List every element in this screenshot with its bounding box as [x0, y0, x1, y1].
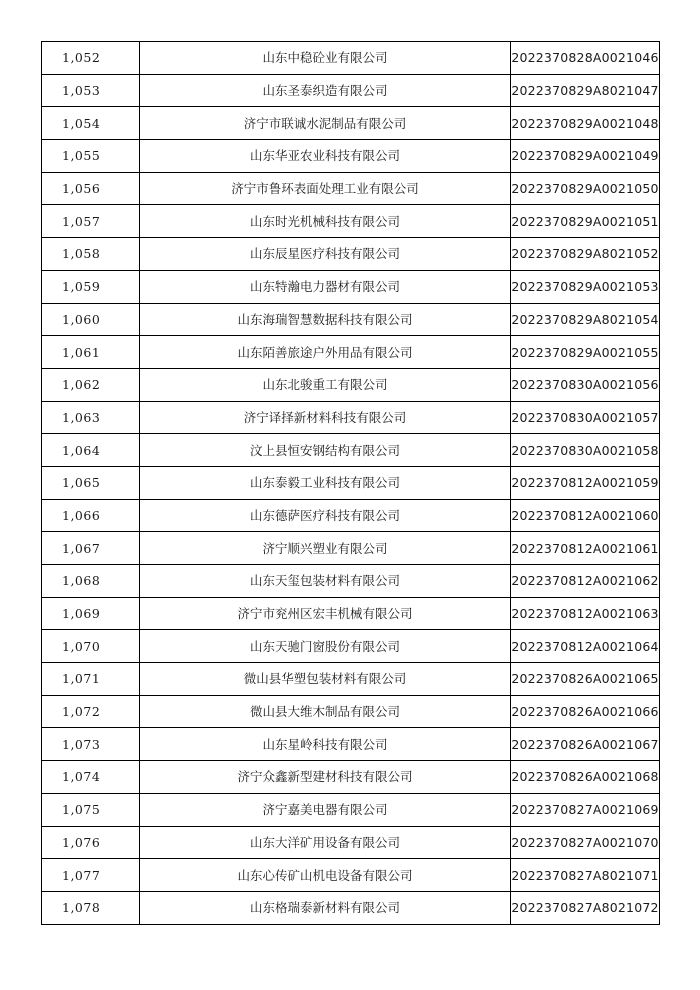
company-name-cell: 济宁市鲁环表面处理工业有限公司: [140, 172, 511, 205]
row-number-cell: 1,052: [42, 42, 140, 75]
registration-code-cell: 2022370828A0021046: [511, 42, 660, 75]
registration-code-cell: 2022370830A0021056: [511, 368, 660, 401]
company-name-cell: 山东华亚农业科技有限公司: [140, 140, 511, 173]
row-number-cell: 1,059: [42, 270, 140, 303]
company-name-cell: 山东心传矿山机电设备有限公司: [140, 859, 511, 892]
row-number-cell: 1,069: [42, 597, 140, 630]
company-name-cell: 山东特瀚电力器材有限公司: [140, 270, 511, 303]
row-number-cell: 1,056: [42, 172, 140, 205]
registration-code-cell: 2022370830A0021057: [511, 401, 660, 434]
row-number-cell: 1,054: [42, 107, 140, 140]
registration-code-cell: 2022370829A8021054: [511, 303, 660, 336]
table-row: [42, 368, 660, 401]
company-name-cell: 济宁顺兴塑业有限公司: [140, 532, 511, 565]
registration-code-cell: 2022370830A0021058: [511, 434, 660, 467]
row-number-cell: 1,066: [42, 499, 140, 532]
row-number-cell: 1,067: [42, 532, 140, 565]
registration-code-cell: 2022370829A8021052: [511, 238, 660, 271]
company-name-cell: 山东陌善旅途户外用品有限公司: [140, 336, 511, 369]
table-row: [42, 107, 660, 140]
registration-code-cell: 2022370829A0021048: [511, 107, 660, 140]
registration-code-cell: 2022370829A0021055: [511, 336, 660, 369]
registration-code-cell: 2022370827A0021070: [511, 826, 660, 859]
company-name-cell: 山东德萨医疗科技有限公司: [140, 499, 511, 532]
row-number-cell: 1,055: [42, 140, 140, 173]
row-number-cell: 1,065: [42, 466, 140, 499]
company-name-cell: 济宁市联诚水泥制品有限公司: [140, 107, 511, 140]
row-number-cell: 1,057: [42, 205, 140, 238]
row-number-cell: 1,074: [42, 761, 140, 794]
company-name-cell: 山东北骏重工有限公司: [140, 368, 511, 401]
row-number-cell: 1,058: [42, 238, 140, 271]
table-row: [42, 238, 660, 271]
row-number-cell: 1,064: [42, 434, 140, 467]
registration-code-cell: 2022370827A8021072: [511, 891, 660, 924]
registration-code-cell: 2022370812A0021063: [511, 597, 660, 630]
table-row: [42, 793, 660, 826]
registration-code-cell: 2022370826A0021066: [511, 695, 660, 728]
row-number-cell: 1,075: [42, 793, 140, 826]
registration-code-cell: 2022370829A0021051: [511, 205, 660, 238]
registration-code-cell: 2022370812A0021059: [511, 466, 660, 499]
table-row: [42, 728, 660, 761]
table-row: [42, 434, 660, 467]
registration-code-cell: 2022370812A0021061: [511, 532, 660, 565]
table-row: [42, 761, 660, 794]
table-row: [42, 630, 660, 663]
table-row: [42, 597, 660, 630]
row-number-cell: 1,070: [42, 630, 140, 663]
row-number-cell: 1,060: [42, 303, 140, 336]
table-row: [42, 532, 660, 565]
registration-code-cell: 2022370827A0021069: [511, 793, 660, 826]
company-name-cell: 山东大洋矿用设备有限公司: [140, 826, 511, 859]
registration-code-cell: 2022370812A0021064: [511, 630, 660, 663]
company-name-cell: 山东圣泰织造有限公司: [140, 74, 511, 107]
table-body: [42, 42, 660, 925]
row-number-cell: 1,071: [42, 663, 140, 696]
company-name-cell: 济宁市兖州区宏丰机械有限公司: [140, 597, 511, 630]
company-name-cell: 山东泰毅工业科技有限公司: [140, 466, 511, 499]
registration-code-cell: 2022370826A0021067: [511, 728, 660, 761]
company-name-cell: 山东星岭科技有限公司: [140, 728, 511, 761]
company-name-cell: 山东天驰门窗股份有限公司: [140, 630, 511, 663]
table-row: [42, 140, 660, 173]
company-name-cell: 山东格瑞泰新材料有限公司: [140, 891, 511, 924]
table-row: [42, 74, 660, 107]
registration-code-cell: 2022370829A0021049: [511, 140, 660, 173]
company-registry-table: [41, 41, 660, 925]
company-name-cell: 济宁嘉美电器有限公司: [140, 793, 511, 826]
company-name-cell: 微山县大维木制品有限公司: [140, 695, 511, 728]
table-row: [42, 826, 660, 859]
registration-code-cell: 2022370826A0021065: [511, 663, 660, 696]
table-row: [42, 336, 660, 369]
row-number-cell: 1,068: [42, 565, 140, 598]
row-number-cell: 1,061: [42, 336, 140, 369]
company-name-cell: 山东中稳砼业有限公司: [140, 42, 511, 75]
registration-code-cell: 2022370829A0021053: [511, 270, 660, 303]
row-number-cell: 1,078: [42, 891, 140, 924]
row-number-cell: 1,053: [42, 74, 140, 107]
table-row: [42, 695, 660, 728]
registration-code-cell: 2022370829A0021050: [511, 172, 660, 205]
table-row: [42, 401, 660, 434]
company-name-cell: 济宁众鑫新型建材科技有限公司: [140, 761, 511, 794]
company-name-cell: 山东海瑞智慧数据科技有限公司: [140, 303, 511, 336]
registration-code-cell: 2022370826A0021068: [511, 761, 660, 794]
registration-code-cell: 2022370829A8021047: [511, 74, 660, 107]
table-row: [42, 172, 660, 205]
table-row: [42, 499, 660, 532]
registration-code-cell: 2022370812A0021062: [511, 565, 660, 598]
table-row: [42, 466, 660, 499]
row-number-cell: 1,076: [42, 826, 140, 859]
table-row: [42, 205, 660, 238]
row-number-cell: 1,073: [42, 728, 140, 761]
company-name-cell: 山东辰星医疗科技有限公司: [140, 238, 511, 271]
company-name-cell: 微山县华塑包装材料有限公司: [140, 663, 511, 696]
table-row: [42, 859, 660, 892]
company-name-cell: 汶上县恒安钢结构有限公司: [140, 434, 511, 467]
row-number-cell: 1,077: [42, 859, 140, 892]
table-row: [42, 42, 660, 75]
table-row: [42, 663, 660, 696]
table-row: [42, 565, 660, 598]
table-row: [42, 270, 660, 303]
table-row: [42, 303, 660, 336]
table-row: [42, 891, 660, 924]
row-number-cell: 1,072: [42, 695, 140, 728]
registration-code-cell: 2022370827A8021071: [511, 859, 660, 892]
company-name-cell: 济宁译择新材料科技有限公司: [140, 401, 511, 434]
row-number-cell: 1,063: [42, 401, 140, 434]
row-number-cell: 1,062: [42, 368, 140, 401]
company-name-cell: 山东时光机械科技有限公司: [140, 205, 511, 238]
registration-code-cell: 2022370812A0021060: [511, 499, 660, 532]
company-name-cell: 山东天玺包装材料有限公司: [140, 565, 511, 598]
